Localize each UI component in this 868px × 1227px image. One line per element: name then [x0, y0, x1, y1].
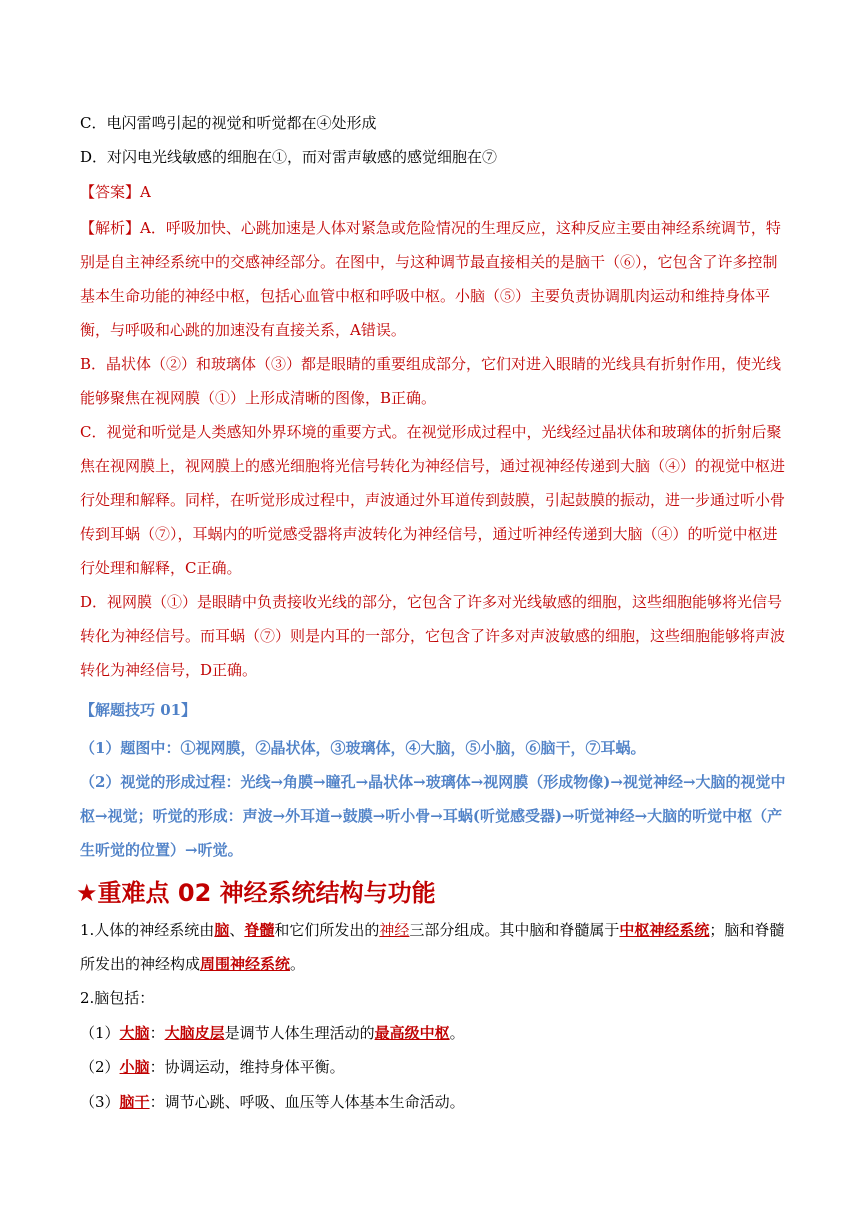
answer-label: 【答案】 — [80, 183, 141, 201]
item-3-number: （3） — [80, 1093, 120, 1111]
item-1-text-2: 是调节人体生理活动的 — [224, 1024, 375, 1042]
item-2-number: （2） — [80, 1058, 120, 1076]
item-3-text: ：调节心跳、呼吸、血压等人体基本生命活动。 — [149, 1093, 465, 1111]
keyword-cerebral-cortex: 大脑皮层 — [164, 1024, 225, 1042]
answer-line — [80, 175, 792, 209]
tips-item-2: （2）视觉的形成过程：光线→角膜→瞳孔→晶状体→玻璃体→视网膜（形成物像)→视觉神经→大脑的视觉中枢→视觉；听觉的形成：声波→外耳道→鼓膜→听小骨→耳蜗(听觉感受器)→听觉神经→大脑的听觉中枢（产生听觉的位置）→听觉。 — [80, 773, 786, 859]
keyword-pns: 周围神经系统 — [200, 955, 291, 973]
item-2-text: ：协调运动，维持身体平衡。 — [149, 1058, 345, 1076]
paragraph-1 — [80, 913, 792, 981]
option-c: C．电闪雷鸣引起的视觉和听觉都在④处形成 — [80, 114, 377, 132]
p1-text-3: 和它们所发出的 — [274, 921, 380, 939]
keyword-cerebrum: 大脑 — [119, 1024, 150, 1042]
p1-text-2: 、 — [229, 921, 245, 939]
analysis-label: 【解析】 — [80, 219, 141, 237]
analysis-c: C．视觉和听觉是人类感知外界环境的重要方式。在视觉形成过程中，光线经过晶状体和玻璃体的折射后聚焦在视网膜上，视网膜上的感光细胞将光信号转化为神经信号，通过视神经传递到大脑（④）的视觉中枢进行处理和解释。同样，在听觉形成过程中，声波通过外耳道传到鼓膜，引起鼓膜的振动，进一步通过听小骨传到耳蜗（⑦），耳蜗内的听觉感受器将声波转化为神经信号，通过听神经传递到大脑（④）的听觉中枢进行处理和解释，C正确。 — [80, 423, 786, 577]
option-d: D．对闪电光线敏感的细胞在①，而对雷声敏感的感觉细胞在⑦ — [80, 148, 498, 166]
p1-text-1: 1.人体的神经系统由 — [80, 921, 215, 939]
keyword-cns: 中枢神经系统 — [619, 921, 710, 939]
brain-item-1 — [80, 1016, 792, 1050]
analysis-d: D．视网膜（①）是眼睛中负责接收光线的部分，它包含了许多对光线敏感的细胞，这些细胞能够将光信号转化为神经信号。而耳蜗（⑦）则是内耳的一部分，它包含了许多对声波敏感的细胞，这些细胞能够将声波转化为神经信号，D正确。 — [80, 593, 786, 679]
keyword-nerve: 神经 — [379, 921, 410, 939]
brain-item-3 — [80, 1085, 792, 1119]
analysis-a — [80, 211, 792, 347]
p1-text-4: 三部分组成。其中脑和脊髓属于 — [409, 921, 620, 939]
tips-item-1: （1）题图中：①视网膜，②晶状体，③玻璃体，④大脑，⑤小脑，⑥脑干，⑦耳蜗。 — [80, 739, 646, 757]
keyword-brain: 脑 — [214, 921, 230, 939]
item-1-text-3: 。 — [449, 1024, 465, 1042]
section-title: 重难点 02 神经系统结构与功能 — [97, 879, 436, 907]
brain-item-2 — [80, 1050, 792, 1084]
answer-value: A — [140, 183, 151, 201]
analysis-b: B．晶状体（②）和玻璃体（③）都是眼睛的重要组成部分，它们对进入眼睛的光线具有折射作用，使光线能够聚焦在视网膜（①）上形成清晰的图像，B正确。 — [80, 355, 782, 407]
keyword-brainstem: 脑干 — [119, 1093, 150, 1111]
paragraph-2: 2.脑包括： — [80, 989, 155, 1007]
keyword-cerebellum: 小脑 — [119, 1058, 150, 1076]
analysis-a-text: A．呼吸加快、心跳加速是人体对紧急或危险情况的生理反应，这种反应主要由神经系统调节，特别是自主神经系统中的交感神经部分。在图中，与这种调节最直接相关的是脑干（⑥），它包含了许多控制基本生命功能的神经中枢，包括心血管中枢和呼吸中枢。小脑（⑤）主要负责协调肌肉运动和维持身体平衡，与呼吸和心跳的加速没有直接关系，A错误。 — [80, 219, 781, 339]
section-heading — [76, 873, 788, 913]
p1-text-5: ；脑和脊髓所发出的神经构成 — [80, 921, 785, 973]
p1-text-6: 。 — [290, 955, 306, 973]
keyword-spinal-cord: 脊髓 — [244, 921, 275, 939]
tips-title: 【解题技巧 01】 — [80, 701, 197, 719]
keyword-highest-center: 最高级中枢 — [374, 1024, 450, 1042]
star-icon: ★ — [76, 879, 98, 907]
item-1-number: （1） — [80, 1024, 120, 1042]
item-1-text-1: ： — [149, 1024, 165, 1042]
